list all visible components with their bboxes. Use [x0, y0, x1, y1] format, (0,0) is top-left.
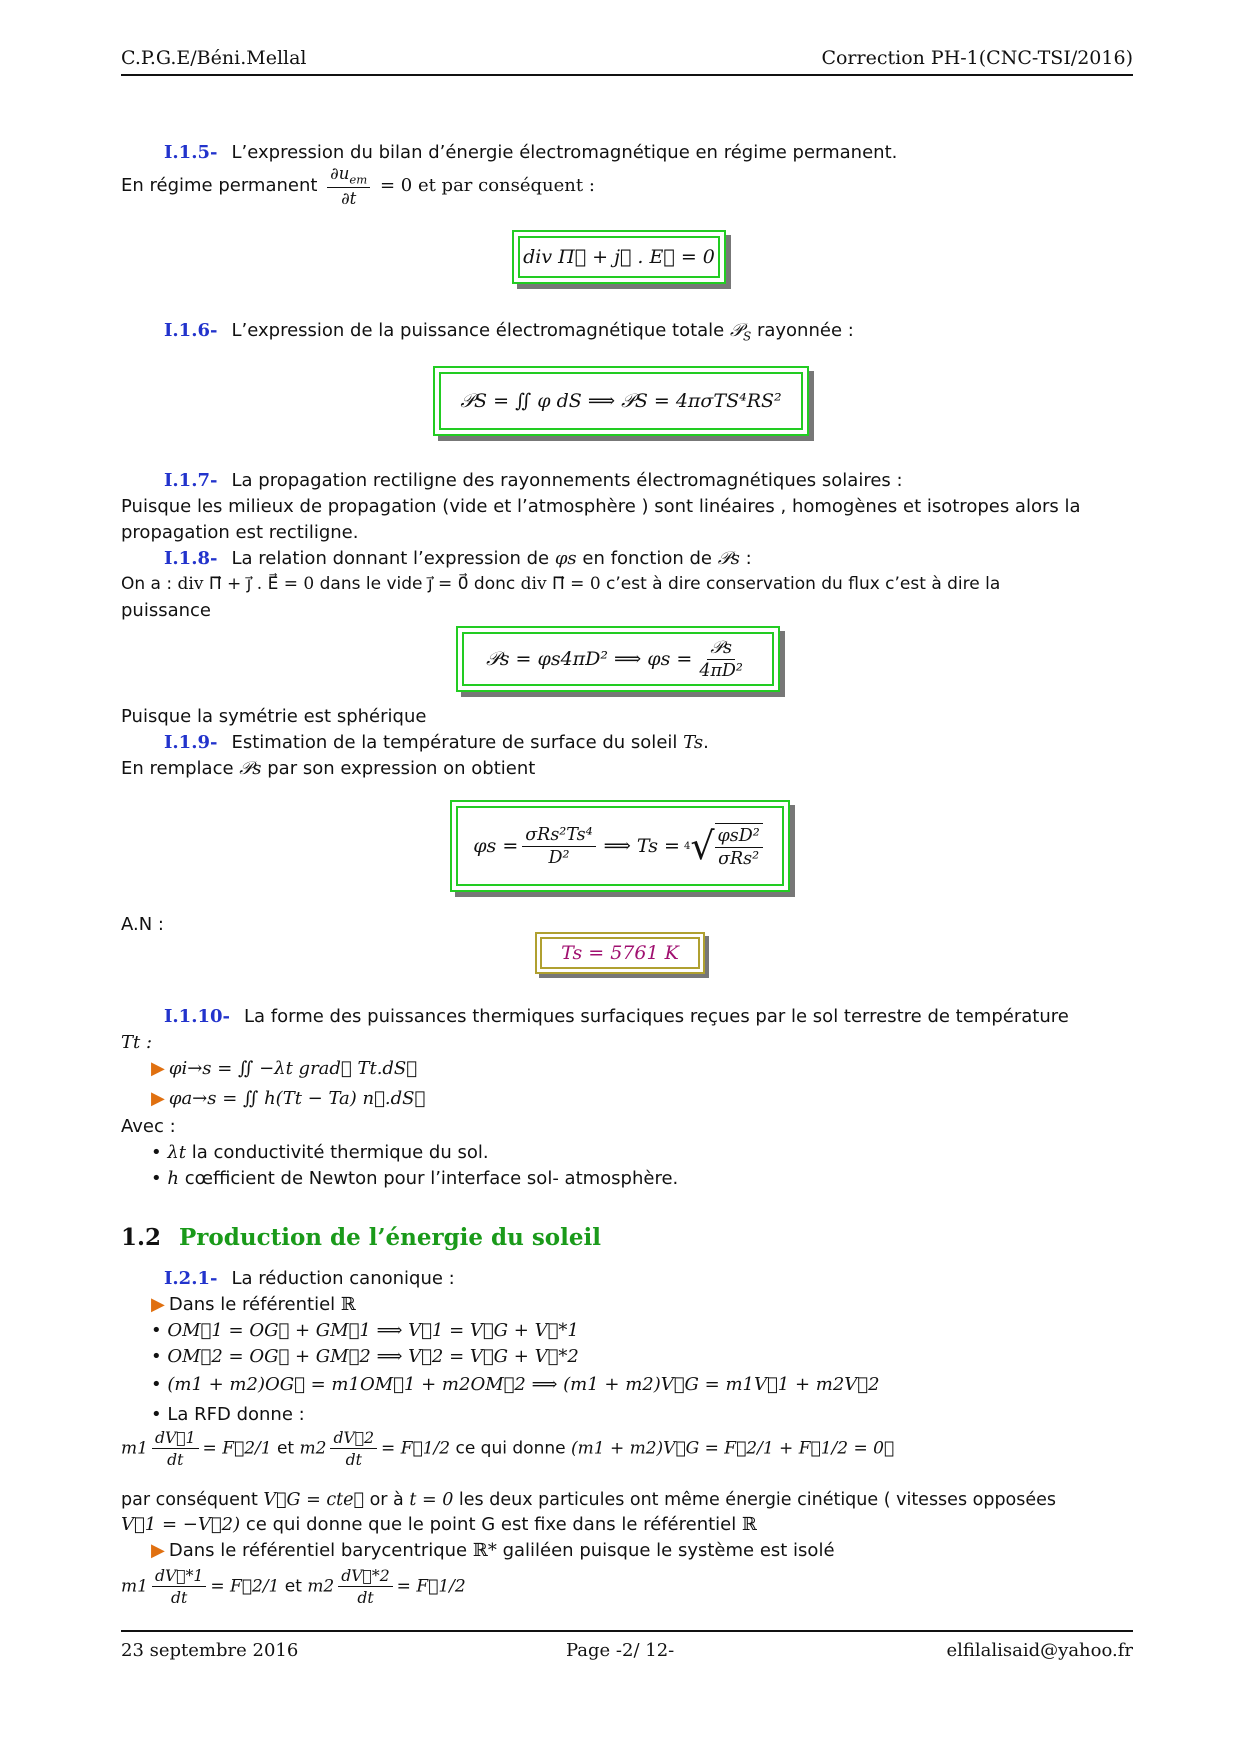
- q115-title-text: L’expression du bilan d’énergie électromagnétique en régime permanent.: [231, 142, 898, 163]
- q1110-item2: [151, 1168, 678, 1189]
- q1110-item1: [151, 1142, 489, 1163]
- q118-box-left: 𝒫s = φs4πD² ⟹ φs =: [486, 648, 693, 670]
- q121-eq2: [151, 1346, 579, 1367]
- q118-title-a: La relation donnant l’expression de: [231, 548, 550, 569]
- q115-label: I.1.5-: [164, 142, 218, 163]
- q119-root-num: φsD²: [715, 826, 763, 848]
- q119-box-mid: ⟹ Ts =: [603, 835, 680, 857]
- q121-last-a-frac: [152, 1566, 206, 1607]
- q121-conseq-a: par conséquent: [121, 1490, 258, 1510]
- q119-an: A.N :: [121, 914, 164, 935]
- q121-rfd-text: La RFD donne :: [167, 1404, 305, 1425]
- q118-line1-m1: div Π⃗ + j⃗ . E⃗ = 0: [177, 574, 315, 594]
- q1110-label: I.1.10-: [164, 1006, 230, 1027]
- triangle-bullet-icon: ▶: [151, 1058, 165, 1079]
- q121-rfd-b-post: = F⃗1/2: [381, 1438, 451, 1459]
- q121-last-b-frac: [338, 1566, 392, 1607]
- triangle-bullet-icon: ▶: [151, 1540, 165, 1561]
- q1110-bullet2-eq: φa→s = ∬ h(Tt − Ta) n⃗.dS⃗: [168, 1088, 426, 1109]
- q115-frac-den: ∂t: [341, 189, 357, 209]
- q121-rfd-c: (m1 + m2)V⃗G = F⃗2/1 + F⃗1/2 = 0⃗: [570, 1438, 895, 1459]
- q119-root-den: σRs²: [718, 849, 760, 869]
- q121-ref2-sym: ℝ*: [472, 1540, 497, 1561]
- q121-rfd: [151, 1404, 305, 1425]
- q115-line1-b: = 0 et par conséquent :: [379, 175, 595, 197]
- q116-title-a: L’expression de la puissance électromagnétique totale: [231, 320, 725, 341]
- q118-box-fraction: [696, 638, 746, 681]
- q121-rfd-text2: ce qui donne: [455, 1438, 566, 1459]
- q119-box-num: σRs²Ts⁴: [522, 825, 595, 847]
- q1110-bullet1: [151, 1058, 417, 1079]
- q119-root-fraction: [715, 823, 763, 869]
- q116-box-eq: 𝒫S = ∬ φ dS ⟹ 𝒫S = 4πσTS⁴RS²: [439, 372, 803, 430]
- q116-sym: 𝒫: [730, 320, 743, 341]
- q121-ref1-a: Dans le référentiel: [168, 1294, 336, 1315]
- q121-label: I.2.1-: [164, 1268, 218, 1289]
- q1110-item2-text: cœfficient de Newton pour l’interface sol- atmosphère.: [184, 1168, 679, 1189]
- q121-ref2: [151, 1540, 835, 1561]
- q119-result-box: [535, 932, 705, 974]
- q121-rfd-b-pre: m2: [299, 1438, 327, 1459]
- q118-line1-b: dans le vide: [319, 574, 423, 594]
- q121-eq2-text: OM⃗2 = OG⃗ + GM⃗2 ⟹ V⃗2 = V⃗G + V⃗*2: [167, 1346, 579, 1367]
- q121-title-text: La réduction canonique :: [231, 1268, 455, 1289]
- q116-box: [433, 366, 809, 436]
- q115-line1: [121, 164, 595, 208]
- q118-line1-m2: j⃗ = 0⃗: [427, 574, 469, 594]
- q121-eq3: [151, 1374, 880, 1395]
- q118-title-c: :: [745, 548, 752, 569]
- bullet-dot-icon: •: [151, 1168, 162, 1189]
- q121-last-a-den: dt: [171, 1588, 188, 1607]
- q121-ref1-sym: ℝ: [340, 1294, 356, 1315]
- q119-line1-sym: 𝒫s: [239, 758, 262, 779]
- header-right: Correction PH-1(CNC-TSI/2016): [821, 47, 1133, 69]
- section-heading: [121, 1224, 601, 1251]
- q118-sym1: φs: [554, 548, 577, 569]
- q121-conseq2: [121, 1514, 757, 1535]
- q118-line1-c: donc: [473, 574, 516, 594]
- q116-label: I.1.6-: [164, 320, 218, 341]
- q119-box-fraction: [522, 825, 595, 868]
- q115-fraction: [327, 164, 370, 208]
- q118-line1-a: On a :: [121, 574, 173, 594]
- q121-conseq2-m: V⃗1 = −V⃗2): [121, 1514, 241, 1535]
- bullet-dot-icon: •: [151, 1320, 162, 1341]
- q121-rfd-a-frac: [152, 1428, 199, 1469]
- q119-label: I.1.9-: [164, 732, 218, 753]
- triangle-bullet-icon: ▶: [151, 1294, 165, 1315]
- bullet-dot-icon: •: [151, 1404, 162, 1425]
- q121-rfd-a-num: dV⃗1: [152, 1428, 199, 1449]
- q117-label: I.1.7-: [164, 470, 218, 491]
- q117-line2: propagation est rectiligne.: [121, 522, 359, 543]
- footer-rule: [121, 1630, 1133, 1632]
- q115-box: [512, 230, 726, 284]
- q121-conseq-m2: t = 0: [409, 1490, 454, 1510]
- q121-last-b-post: = F⃗1/2: [396, 1576, 466, 1597]
- q118-after: Puisque la symétrie est sphérique: [121, 706, 427, 727]
- q121-rfd-a-den: dt: [167, 1450, 184, 1469]
- q1110-avec: Avec :: [121, 1116, 176, 1137]
- header-left: C.P.G.E/Béni.Mellal: [121, 47, 307, 69]
- q1110-title2: Tt :: [121, 1032, 153, 1053]
- section-number: 1.2: [121, 1224, 162, 1251]
- radical-icon: √: [690, 824, 715, 868]
- q121-rfd-eq: [121, 1428, 894, 1469]
- q115-title: [164, 142, 897, 163]
- q121-conseq-m1: V⃗G = cte⃗: [263, 1490, 365, 1510]
- q121-last-a-pre: m1: [121, 1576, 148, 1597]
- q121-conseq2-sym: ℝ: [741, 1514, 757, 1535]
- q121-title: [164, 1268, 455, 1289]
- q121-eq3-text: (m1 + m2)OG⃗ = m1OM⃗1 + m2OM⃗2 ⟹ (m1 + m2)V⃗G = m1V⃗1 + m2V⃗2: [167, 1374, 880, 1395]
- q119-box: [450, 800, 790, 892]
- q1110-title: [164, 1006, 1069, 1027]
- q117-line1: Puisque les milieux de propagation (vide et l’atmosphère ) sont linéaires , homogènes et isotropes alors la: [121, 496, 1081, 517]
- q121-conseq1: [121, 1490, 1056, 1510]
- q121-conseq2-t: ce qui donne que le point G est fixe dans le référentiel: [245, 1514, 737, 1535]
- q121-ref1: [151, 1294, 356, 1315]
- q1110-item2-sym: h: [167, 1168, 179, 1189]
- q121-last-b-den: dt: [357, 1588, 374, 1607]
- q121-rfd-b-num: dV⃗2: [330, 1428, 377, 1449]
- q118-sym2: 𝒫s: [717, 548, 740, 569]
- q119-line1: [121, 758, 535, 779]
- q121-eq1-text: OM⃗1 = OG⃗ + GM⃗1 ⟹ V⃗1 = V⃗G + V⃗*1: [167, 1320, 579, 1341]
- header-rule: [121, 74, 1133, 76]
- q1110-item1-text: la conductivité thermique du sol.: [191, 1142, 489, 1163]
- q119-box-den: D²: [548, 847, 570, 868]
- q118-line1: [121, 574, 1000, 594]
- q118-box: [456, 626, 780, 692]
- q121-last-eq: [121, 1566, 466, 1607]
- q116-title: [164, 320, 854, 344]
- q121-rfd-b-den: dt: [345, 1450, 362, 1469]
- q115-frac-num: ∂u: [330, 164, 350, 183]
- q121-rfd-b-frac: [330, 1428, 377, 1469]
- q118-box-den: 4πD²: [699, 660, 743, 681]
- q121-ref2-b: galiléen puisque le système est isolé: [502, 1540, 835, 1561]
- q1110-bullet1-eq: φi→s = ∬ −λt grad⃗ Tt.dS⃗: [168, 1058, 418, 1079]
- q121-rfd-et: et: [276, 1438, 295, 1459]
- q118-box-num: 𝒫s: [707, 638, 735, 660]
- q119-root-index: 4: [683, 840, 691, 852]
- q121-last-a-num: dV⃗*1: [152, 1566, 206, 1587]
- q117-title-text: La propagation rectiligne des rayonnements électromagnétiques solaires :: [231, 470, 903, 491]
- q121-last-b-num: dV⃗*2: [338, 1566, 392, 1587]
- page-header: [121, 45, 1133, 71]
- q118-title: [164, 548, 752, 569]
- q119-box-left: φs =: [473, 835, 519, 857]
- q118-label: I.1.8-: [164, 548, 218, 569]
- q1110-title-text: La forme des puissances thermiques surfaciques reçues par le sol terrestre de température: [244, 1006, 1069, 1027]
- section-title: Production de l’énergie du soleil: [179, 1224, 601, 1251]
- q121-ref2-a: Dans le référentiel barycentrique: [168, 1540, 468, 1561]
- q119-line1-b: par son expression on obtient: [267, 758, 536, 779]
- q116-sub: S: [742, 329, 752, 344]
- q118-box-eq: [462, 632, 774, 686]
- q121-last-et: et: [284, 1576, 302, 1597]
- q115-box-eq: div Π⃗ + j⃗ . E⃗ = 0: [518, 236, 720, 278]
- q118-line1-d: c’est à dire conservation du flux c’est à dire la: [606, 574, 1001, 594]
- footer-date: 23 septembre 2016: [121, 1640, 299, 1661]
- q115-line1-a: En régime permanent: [121, 175, 318, 197]
- q119-title-a: Estimation de la température de surface du soleil: [231, 732, 678, 753]
- q118-line1-m3: div Π⃗ = 0: [520, 574, 601, 594]
- footer-email: elfilalisaid@yahoo.fr: [946, 1640, 1133, 1661]
- q117-title: [164, 470, 903, 491]
- q119-result: Ts = 5761 K: [540, 937, 700, 969]
- q121-rfd-a-post: = F⃗2/1: [202, 1438, 272, 1459]
- q1110-item1-sym: λt: [167, 1142, 187, 1163]
- q116-title-b: rayonnée :: [756, 320, 854, 341]
- q118-line2: puissance: [121, 600, 211, 621]
- q121-eq1: [151, 1320, 579, 1341]
- q121-conseq-b: or à: [369, 1490, 404, 1510]
- q121-rfd-a-pre: m1: [121, 1438, 148, 1459]
- q119-box-eq: [456, 806, 784, 886]
- q121-last-b-pre: m2: [307, 1576, 335, 1597]
- q118-title-b: en fonction de: [582, 548, 712, 569]
- bullet-dot-icon: •: [151, 1142, 162, 1163]
- footer-page: Page -2/ 12-: [566, 1640, 675, 1661]
- triangle-bullet-icon: ▶: [151, 1088, 165, 1109]
- q115-frac-sub: em: [349, 172, 368, 187]
- q119-title: I.1.9- Estimation de la température de surface du soleil Ts.: [164, 732, 709, 753]
- q119-line1-a: En remplace: [121, 758, 234, 779]
- q1110-bullet2: [151, 1088, 425, 1109]
- bullet-dot-icon: •: [151, 1374, 162, 1395]
- q121-conseq-c: les deux particules ont même énergie cinétique ( vitesses opposées: [458, 1490, 1057, 1510]
- q119-sym: Ts: [683, 732, 704, 753]
- bullet-dot-icon: •: [151, 1346, 162, 1367]
- q121-last-a-post: = F⃗2/1: [210, 1576, 280, 1597]
